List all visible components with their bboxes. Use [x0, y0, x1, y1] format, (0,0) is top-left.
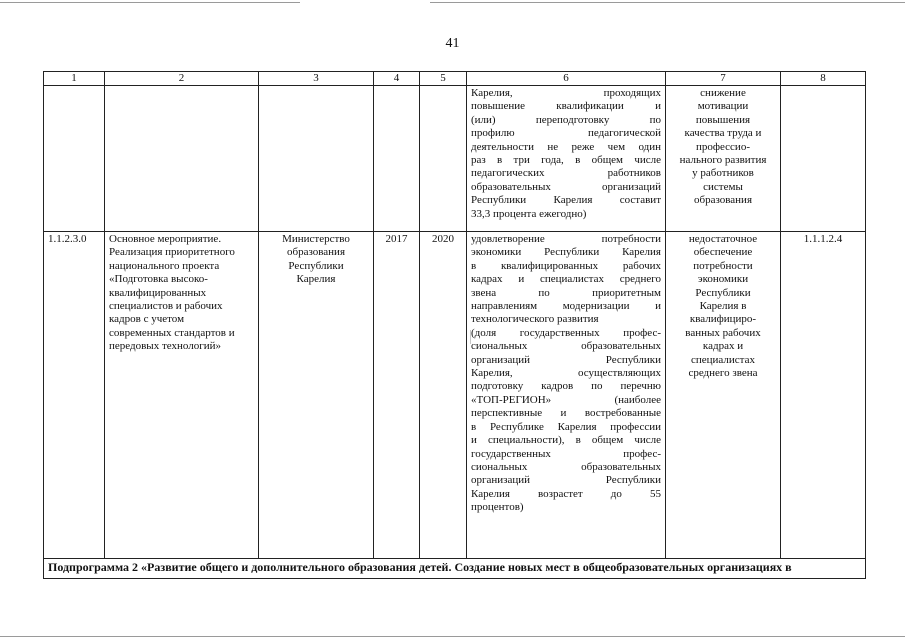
responsible-executor — [259, 232, 374, 559]
text-line: сиональных образовательных — [471, 460, 661, 473]
text-line: экономики — [697, 273, 749, 286]
page-number: 41 — [445, 36, 460, 51]
text-line: квалифицированных — [109, 286, 207, 299]
column-number-4: 4 — [374, 72, 420, 86]
text-line: потребности — [693, 259, 753, 272]
measure-code: 1.1.2.3.0 — [44, 232, 105, 559]
column-number-2: 2 — [105, 72, 259, 86]
text-line: экономики Республики Карелия — [471, 246, 661, 259]
text-line: педагогических работников — [471, 167, 661, 180]
text-line: образовательных организаций — [471, 180, 661, 193]
text-line: подготовку кадров по перечню — [471, 380, 661, 393]
text-line: процентов) — [471, 501, 524, 514]
text-line: ванных рабочих — [685, 326, 761, 339]
text-line: раз в три года, в общем числе — [471, 154, 661, 167]
text-line: (доля государственных профес- — [471, 326, 661, 339]
text-line: технологического развития — [471, 313, 599, 326]
column-number-6: 6 — [467, 72, 666, 86]
text-line: Карелия, проходящих — [471, 87, 661, 99]
text-line: недостаточное — [688, 233, 758, 245]
text-line: обеспечение — [693, 246, 753, 259]
text-line: у работников — [692, 167, 754, 180]
column-number-8: 8 — [781, 72, 866, 86]
text-line: и специальности), в общем числе — [471, 434, 661, 447]
text-line: кадрах и специалистах среднего — [471, 273, 661, 286]
text-line: снижение — [700, 87, 746, 99]
main-row — [44, 232, 866, 559]
text-line: системы — [703, 180, 743, 193]
text-line: в квалифицированных рабочих — [471, 259, 661, 272]
indicator-link: 1.1.1.2.4 — [781, 232, 866, 559]
text-line: перспективные и востребованные — [471, 407, 661, 420]
text-line: повышения — [695, 113, 751, 126]
text-line: Министерство — [282, 233, 350, 245]
scan-edge-top-right — [430, 2, 905, 3]
text-line: (или) переподготовку по — [471, 113, 661, 126]
continuation-row — [44, 86, 866, 232]
column-number-3: 3 — [259, 72, 374, 86]
column-number-5: 5 — [420, 72, 467, 86]
text-line: передовых технологий» — [109, 340, 221, 353]
column-number-1: 1 — [44, 72, 105, 86]
text-line: Реализация приоритетного — [109, 246, 235, 259]
text-line: повышение квалификации и — [471, 100, 661, 113]
text-line: образования — [693, 194, 753, 207]
text-line: удовлетворение потребности — [471, 233, 661, 245]
expected-result-text — [467, 232, 666, 559]
text-line: «Подготовка высоко- — [109, 273, 208, 286]
text-line: профессио- — [696, 140, 750, 153]
start-year: 2017 — [374, 232, 420, 559]
text-line: качества труда и — [684, 127, 762, 140]
text-line: организаций Республики — [471, 353, 661, 366]
text-line: современных стандартов и — [109, 326, 235, 339]
text-line: мотивации — [697, 100, 749, 113]
text-line: Основное мероприятие. — [109, 233, 222, 245]
column-number-row — [44, 72, 866, 86]
text-line: нального развития — [679, 154, 767, 167]
continuation-start-cell — [374, 86, 420, 232]
continuation-responsible-cell — [259, 86, 374, 232]
text-line: 33,3 процента ежегодно) — [471, 207, 587, 220]
text-line: Карелия в — [699, 300, 747, 313]
text-line: сиональных образовательных — [471, 340, 661, 353]
scan-edge-bottom — [0, 636, 905, 637]
text-line: организаций Республики — [471, 474, 661, 487]
text-line: Республики — [288, 259, 344, 272]
text-line: специалистах — [691, 353, 755, 366]
continuation-end-cell — [420, 86, 467, 232]
text-line: «ТОП-РЕГИОН» (наиболее — [471, 393, 661, 406]
text-line: среднего звена — [688, 367, 758, 380]
continuation-measure-cell — [105, 86, 259, 232]
text-line: кадров с учетом — [109, 313, 185, 326]
text-line: кадрах и — [702, 340, 744, 353]
end-year: 2020 — [420, 232, 467, 559]
continuation-code-cell — [44, 86, 105, 232]
subprogram-heading: Подпрограмма 2 «Развитие общего и дополнительного образования детей. Создание новых мест в общеобразовательных организациях в — [44, 559, 866, 579]
text-line: национального проекта — [109, 259, 220, 272]
text-line: Республики — [695, 286, 751, 299]
text-line: Республики Карелия составит — [471, 194, 661, 207]
text-line: деятельности не реже чем один — [471, 140, 661, 153]
text-line: Карелия — [296, 273, 336, 286]
scan-mark — [470, 330, 471, 344]
column-number-7: 7 — [666, 72, 781, 86]
risk-description — [666, 232, 781, 559]
text-line: Карелия возрастет до 55 — [471, 487, 661, 500]
subprogram-row — [44, 559, 866, 579]
text-line: звена по приоритетным — [471, 286, 661, 299]
text-line: квалифициро- — [689, 313, 757, 326]
scan-edge-top-left — [0, 2, 300, 3]
text-line: в Республике Карелия профессии — [471, 420, 661, 433]
text-line: направлениям модернизации и — [471, 300, 661, 313]
measure-description — [105, 232, 259, 559]
continuation-risk-text — [666, 86, 781, 232]
text-line: образования — [286, 246, 346, 259]
continuation-link-cell — [781, 86, 866, 232]
text-line: специалистов и рабочих — [109, 300, 223, 313]
program-table — [43, 71, 866, 579]
text-line: государственных профес- — [471, 447, 661, 460]
text-line: Карелия, осуществляющих — [471, 367, 661, 380]
text-line: профилю педагогической — [471, 127, 661, 140]
continuation-result-text — [467, 86, 666, 232]
